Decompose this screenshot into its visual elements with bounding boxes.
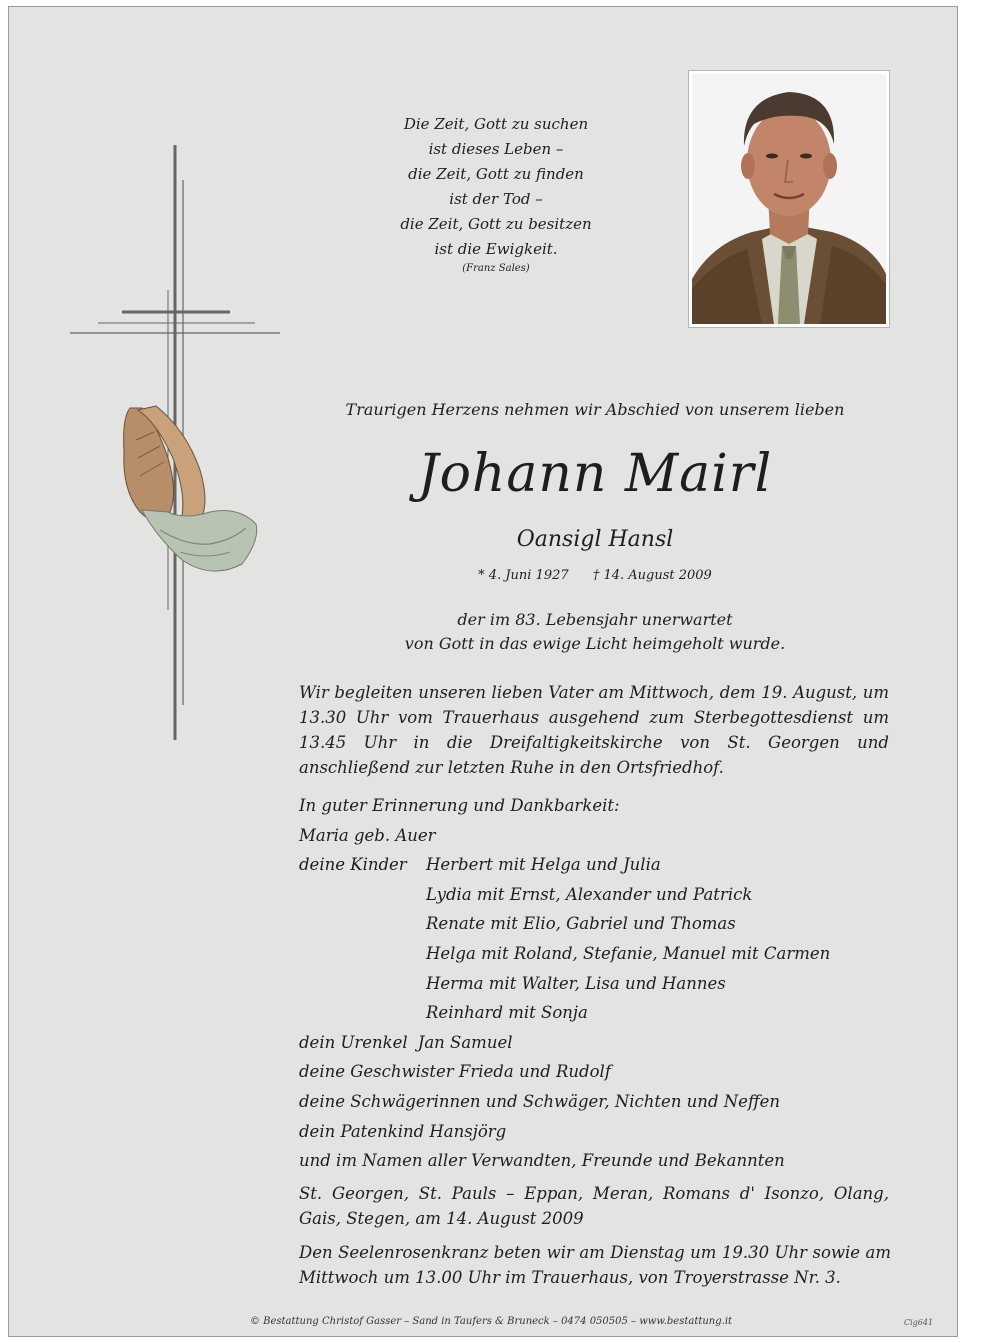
praying-hands-icon bbox=[124, 406, 257, 571]
quote-line: ist der Tod – bbox=[449, 190, 543, 208]
family-godchild: dein Patenkind Hansjörg bbox=[299, 1121, 507, 1141]
child-entry: Reinhard mit Sonja bbox=[426, 1003, 588, 1023]
death-note bbox=[300, 608, 890, 656]
family-row bbox=[299, 969, 899, 999]
family-heading: In guter Erinnerung und Dankbarkeit: bbox=[299, 796, 620, 815]
deceased-name: Johann Mairl bbox=[417, 444, 773, 504]
funeral-text: Wir begleiten unseren lieben Vater am Mittwoch, dem 19. August, um 13.30 Uhr vom Trauerhaus ausgehend zum Sterbegottesdienst um 13.45 Uhr in die Dreifaltigkeitskirche von St. Georgen und anschließend zur letzten Ruhe in den Ortsfriedhof. bbox=[299, 683, 889, 777]
places-date: St. Georgen, St. Pauls – Eppan, Meran, Romans d' Isonzo, Olang, Gais, Stegen, am 14. August 2009 bbox=[299, 1184, 889, 1228]
footer-credit: © Bestattung Christof Gasser – Sand in Taufers & Bruneck – 0474 050505 – www.bestattung.it bbox=[249, 1316, 733, 1327]
quote-line: Die Zeit, Gott zu suchen bbox=[403, 115, 589, 133]
quote-block bbox=[290, 112, 702, 276]
greatgrandchild-entry: Jan Samuel bbox=[417, 1032, 513, 1052]
nickname: Oansigl Hansl bbox=[516, 527, 674, 552]
template-code: Cig641 bbox=[904, 1318, 934, 1327]
family-siblings: deine Geschwister Frieda und Rudolf bbox=[299, 1062, 611, 1082]
portrait-image bbox=[692, 74, 886, 324]
family-row bbox=[299, 1028, 899, 1058]
family-row bbox=[299, 998, 899, 1028]
quote-line: ist dieses Leben – bbox=[428, 140, 564, 158]
family-inlaws: deine Schwägerinnen und Schwäger, Nichten und Neffen bbox=[299, 1091, 781, 1111]
children-label: deine Kinder bbox=[299, 855, 407, 875]
quote-line: ist die Ewigkeit. bbox=[434, 240, 558, 258]
cross-with-praying-hands bbox=[60, 140, 290, 750]
child-entry: Renate mit Elio, Gabriel und Thomas bbox=[426, 914, 736, 934]
child-entry: Herma mit Walter, Lisa und Hannes bbox=[426, 973, 726, 993]
greatgrandchild-label: dein Urenkel bbox=[299, 1032, 408, 1052]
quote-line: die Zeit, Gott zu finden bbox=[408, 165, 584, 183]
life-dates bbox=[300, 568, 890, 583]
child-entry: Helga mit Roland, Stefanie, Manuel mit Carmen bbox=[426, 943, 831, 963]
family-row bbox=[299, 880, 899, 910]
family-list bbox=[299, 791, 899, 1176]
portrait-photo bbox=[688, 70, 890, 328]
quote-line: die Zeit, Gott zu besitzen bbox=[400, 215, 592, 233]
child-entry: Lydia mit Ernst, Alexander und Patrick bbox=[426, 884, 753, 904]
intro-text: Traurigen Herzens nehmen wir Abschied von unserem lieben bbox=[345, 400, 845, 419]
death-note-line: von Gott in das ewige Licht heimgeholt wurde. bbox=[404, 634, 786, 653]
family-row bbox=[299, 850, 899, 880]
birth-date: * 4. Juni 1927 bbox=[478, 568, 569, 583]
death-date: † 14. August 2009 bbox=[592, 568, 712, 583]
family-spouse: Maria geb. Auer bbox=[299, 825, 436, 845]
family-row bbox=[299, 939, 899, 969]
child-entry: Herbert mit Helga und Julia bbox=[426, 855, 661, 875]
death-note-line: der im 83. Lebensjahr unerwartet bbox=[457, 610, 733, 629]
rosary-text: Den Seelenrosenkranz beten wir am Dienstag um 19.30 Uhr sowie am Mittwoch um 13.00 Uhr im Trauerhaus, von Troyerstrasse Nr. 3. bbox=[299, 1243, 891, 1287]
family-others: und im Namen aller Verwandten, Freunde und Bekannten bbox=[299, 1151, 785, 1171]
quote-source: (Franz Sales) bbox=[462, 263, 530, 274]
family-row bbox=[299, 909, 899, 939]
